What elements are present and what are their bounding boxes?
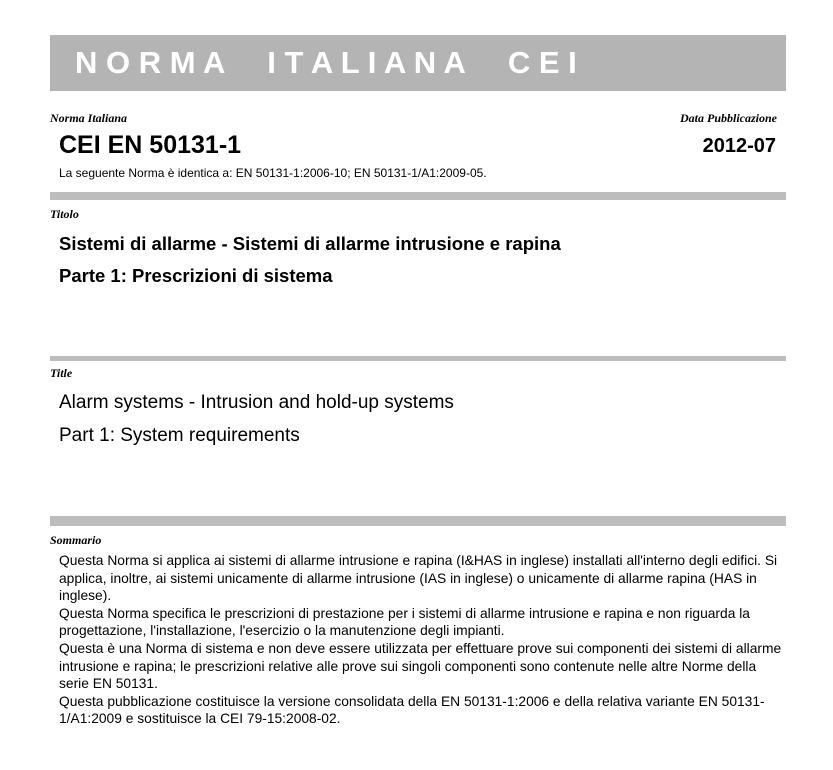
identical-to-note: La seguente Norma è identica a: EN 50131-1:2006-10; EN 50131-1/A1:2009-05.	[59, 166, 487, 180]
titolo-label: Titolo	[50, 207, 79, 221]
summary-paragraph: Questa Norma specifica le prescrizioni di prestazione per i sistemi di allarme intrusione e rapina e non riguarda la progettazione, l'installazione, l'esercizio o la manutenzione degli impianti.	[59, 605, 750, 639]
section-divider-title	[50, 356, 786, 361]
english-title-line2: Part 1: System requirements	[59, 425, 300, 446]
summary-paragraph: Questa pubblicazione costituisce la versione consolidata della EN 50131-1:2006 e della relativa variante EN 50131-1/A1:2009 e sostituisce la CEI 79-15:2008-02.	[59, 693, 765, 727]
english-title-line1: Alarm systems - Intrusion and hold-up systems	[59, 392, 454, 413]
summary-paragraph: Questa Norma si applica ai sistemi di allarme intrusione e rapina (I&HAS in inglese) installati all'interno degli edifici. Si applica, inoltre, ai sistemi unicamente di allarme intrusione (IAS in inglese) o unicamente di allarme rapina (HAS in inglese).	[59, 553, 778, 604]
summary-paragraph: Questa è una Norma di sistema e non deve essere utilizzata per effettuare prove sui componenti dei sistemi di allarme intrusione e rapina; le prescrizioni relative alle prove sui singoli componenti sono contenute nelle altre Norme della serie EN 50131.	[59, 640, 782, 692]
section-divider-titolo	[50, 192, 786, 200]
sommario-label: Sommario	[50, 533, 102, 547]
norma-italiana-label: Norma Italiana	[50, 111, 128, 125]
publication-date: 2012-07	[702, 135, 776, 157]
norma-italiana-banner: N O R M A I T A L I A N A C E I	[50, 35, 786, 91]
standard-number: CEI EN 50131-1	[59, 131, 242, 159]
section-divider-sommario	[50, 516, 786, 526]
italian-title-line2: Parte 1: Prescrizioni di sistema	[59, 265, 333, 286]
italian-title-line1: Sistemi di allarme - Sistemi di allarme intrusione e rapina	[59, 233, 561, 254]
publication-date-label: Data Pubblicazione	[679, 111, 777, 125]
summary-text	[59, 552, 784, 728]
title-label: Title	[50, 366, 73, 380]
